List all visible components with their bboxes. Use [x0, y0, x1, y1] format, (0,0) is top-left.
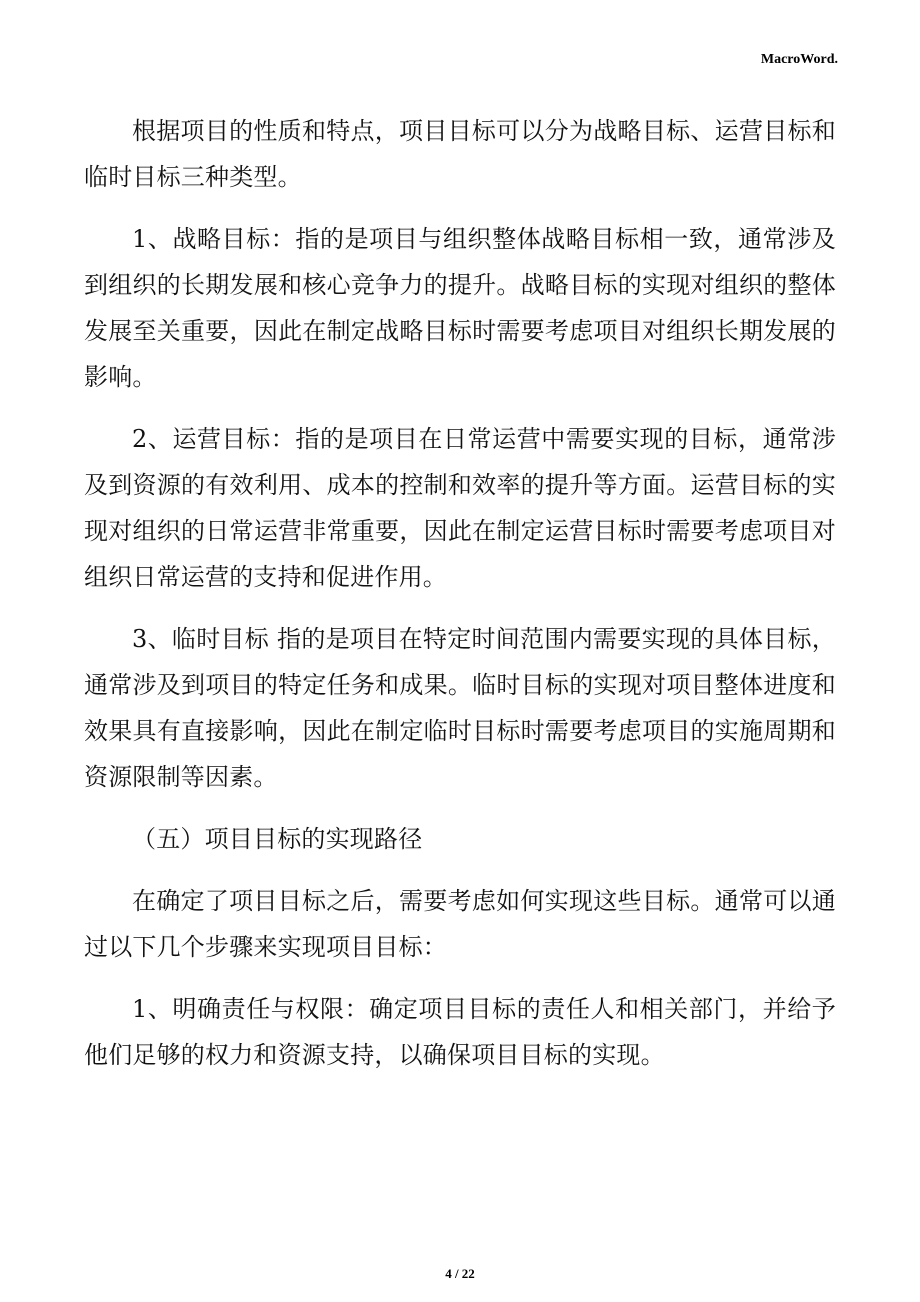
header-brand: MacroWord.	[760, 52, 838, 67]
page-number: 4 / 22	[445, 1266, 475, 1281]
document-body	[84, 108, 836, 1094]
paragraph-strategic-goal: 1、战略目标：指的是项目与组织整体战略目标相一致，通常涉及到组织的长期发展和核心竞争力的提升。战略目标的实现对组织的整体发展至关重要，因此在制定战略目标时需要考虑项目对组织长期发展的影响。	[84, 225, 836, 391]
paragraph-implementation-intro: 在确定了项目目标之后，需要考虑如何实现这些目标。通常可以通过以下几个步骤来实现项目目标：	[84, 887, 836, 961]
paragraph-temporary-goal: 3、临时目标 指的是项目在特定时间范围内需要实现的具体目标，通常涉及到项目的特定任务和成果。临时目标的实现对项目整体进度和效果具有直接影响，因此在制定临时目标时需要考虑项目的实施周期和资源限制等因素。	[84, 625, 836, 791]
section-heading: （五）项目目标的实现路径	[132, 825, 423, 853]
paragraph-step-1: 1、明确责任与权限：确定项目目标的责任人和相关部门，并给予他们足够的权力和资源支持，以确保项目目标的实现。	[84, 995, 836, 1069]
paragraph-intro: 根据项目的性质和特点，项目目标可以分为战略目标、运营目标和临时目标三种类型。	[84, 117, 836, 191]
paragraph-operational-goal: 2、运营目标：指的是项目在日常运营中需要实现的目标，通常涉及到资源的有效利用、成本的控制和效率的提升等方面。运营目标的实现对组织的日常运营非常重要，因此在制定运营目标时需要考虑项目对组织日常运营的支持和促进作用。	[84, 425, 836, 591]
